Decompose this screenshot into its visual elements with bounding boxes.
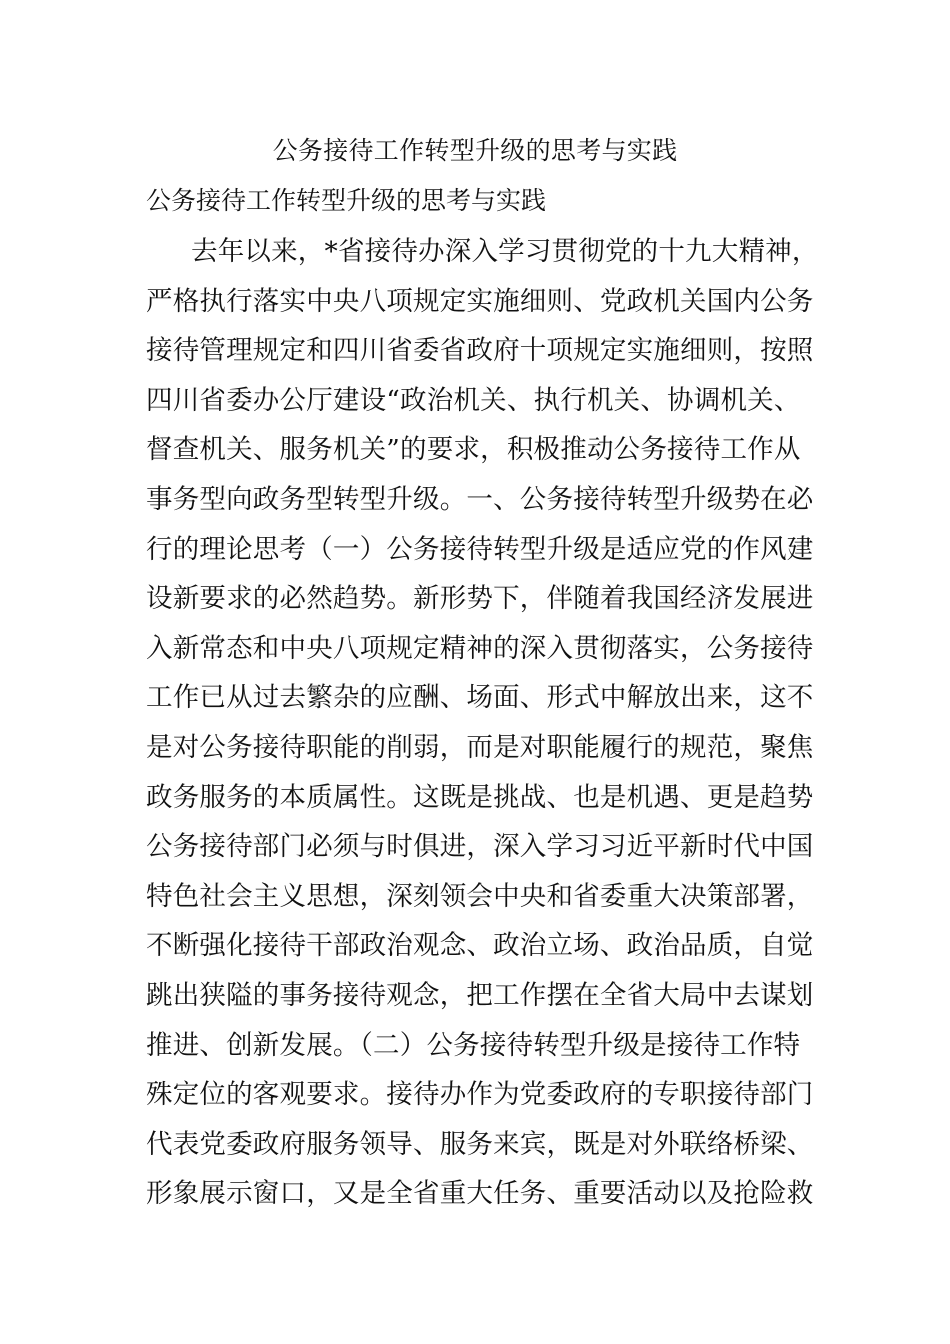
body-line: 形象展示窗口，又是全省重大任务、重要活动以及抢险救 — [146, 1178, 814, 1210]
body-line: 不断强化接待干部政治观念、政治立场、政治品质，自觉 — [146, 930, 814, 962]
body-line: 公务接待部门必须与时俱进，深入学习习近平新时代中国 — [146, 831, 814, 863]
body-line: 设新要求的必然趋势。新形势下，伴随着我国经济发展进 — [146, 583, 814, 615]
body-line: 推进、创新发展。（二）公务接待转型升级是接待工作特 — [146, 1029, 801, 1061]
body-line: 政务服务的本质属性。这既是挑战、也是机遇、更是趋势 — [146, 781, 814, 813]
body-line: 入新常态和中央八项规定精神的深入贯彻落实，公务接待 — [146, 632, 814, 664]
body-line: 跳出狭隘的事务接待观念，把工作摆在全省大局中去谋划 — [146, 980, 814, 1011]
body-line: 接待管理规定和四川省委省政府十项规定实施细则，按照 — [146, 335, 814, 367]
document-subtitle: 公务接待工作转型升级的思考与实践 — [146, 186, 547, 215]
body-line: 是对公务接待职能的削弱，而是对职能履行的规范，聚焦 — [146, 732, 814, 763]
body-line: 去年以来，*省接待办深入学习贯彻党的十九大精神， — [191, 236, 819, 267]
body-line: 殊定位的客观要求。接待办作为党委政府的专职接待部门 — [146, 1079, 814, 1111]
body-line: 特色社会主义思想，深刻领会中央和省委重大决策部署， — [146, 880, 814, 912]
body-line: 督查机关、服务机关”的要求，积极推动公务接待工作从 — [146, 434, 801, 466]
body-line: 工作已从过去繁杂的应酬、场面、形式中解放出来，这不 — [146, 682, 814, 714]
body-line: 严格执行落实中央八项规定实施细则、党政机关国内公务 — [146, 285, 814, 317]
body-line: 行的理论思考（一）公务接待转型升级是适应党的作风建 — [146, 533, 814, 565]
body-line: 代表党委政府服务领导、服务来宾，既是对外联络桥梁、 — [146, 1128, 814, 1160]
body-line: 四川省委办公厅建设“政治机关、执行机关、协调机关、 — [146, 384, 801, 416]
document-title: 公务接待工作转型升级的思考与实践 — [272, 136, 678, 165]
body-line: 事务型向政务型转型升级。一、公务接待转型升级势在必 — [146, 484, 814, 515]
